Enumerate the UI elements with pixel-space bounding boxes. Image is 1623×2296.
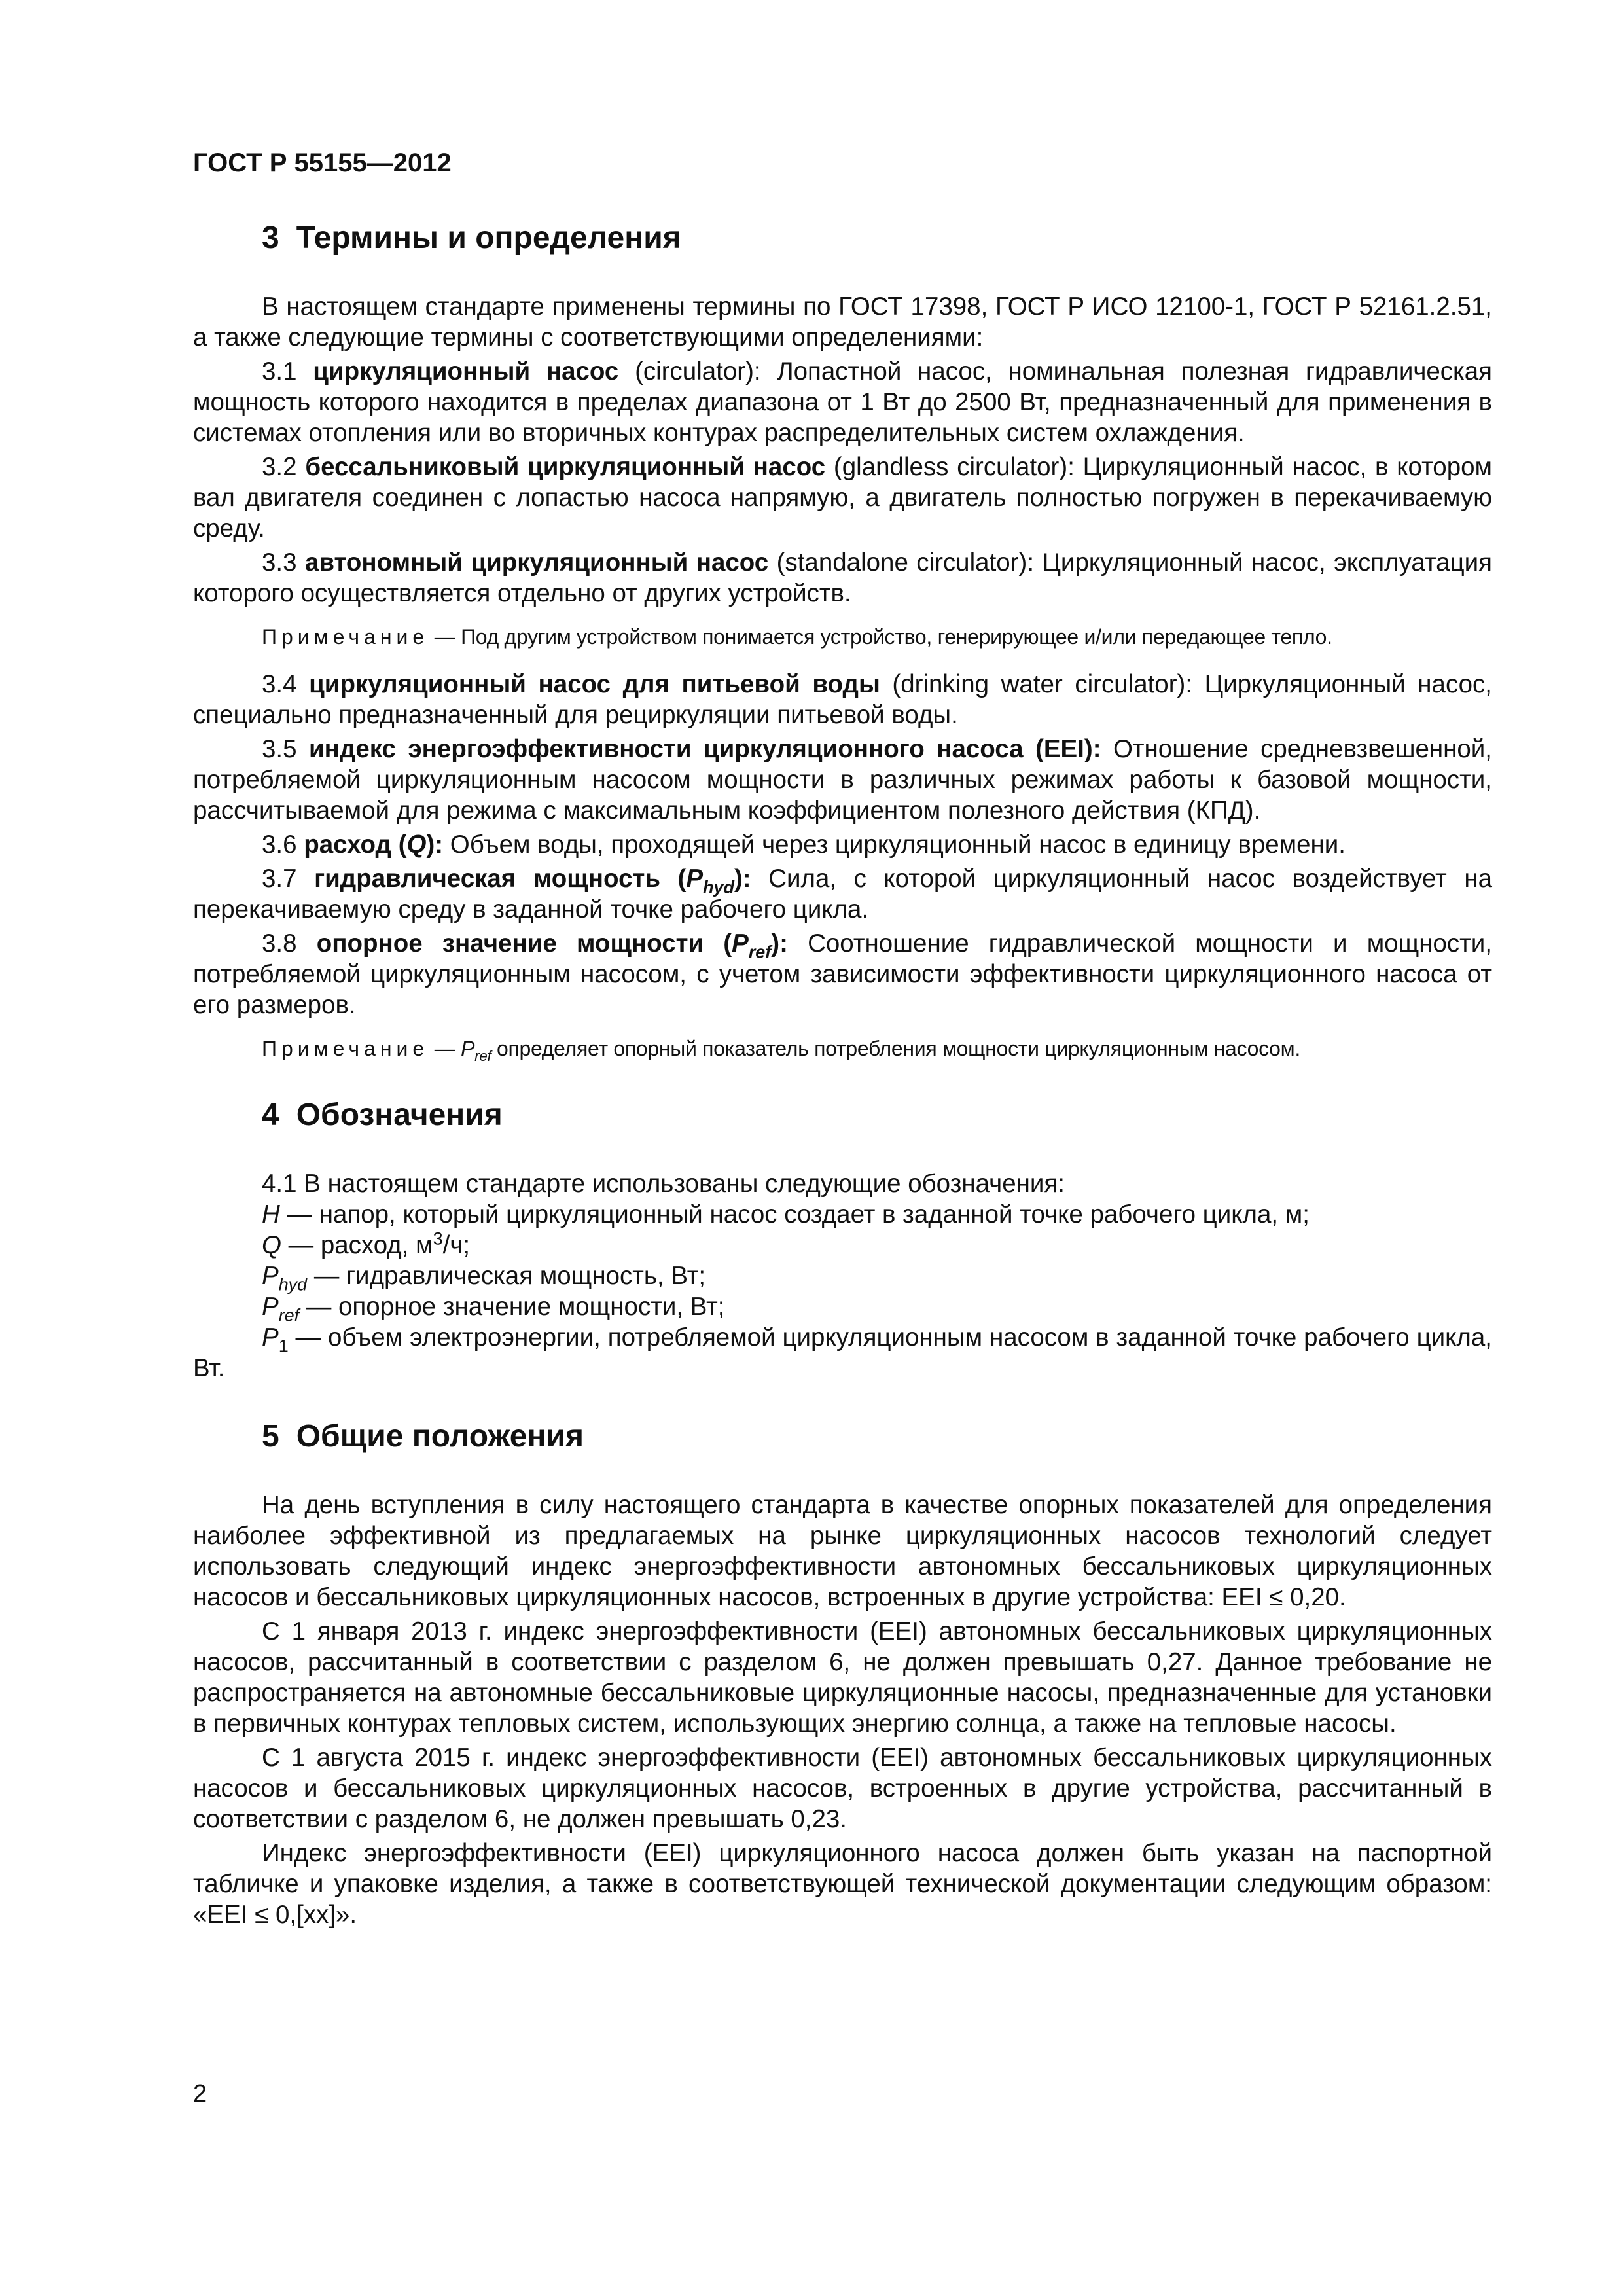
symbol-p1 (193, 1322, 1492, 1384)
symbol-description: — объем электроэнергии, потребляемой циркуляционным насосом в заданной точке рабочего цикла, Вт. (193, 1323, 1492, 1382)
term-number: 3.1 (262, 357, 297, 386)
symbol: P (262, 1293, 279, 1321)
term-3-3 (193, 547, 1492, 609)
section-5-heading (193, 1418, 1492, 1456)
term-definition: Соотношение гидравлической мощности и мощности, потребляемой циркуляционным насосом, с учетом зависимости эффективности циркуляционного насоса от его размеров. (193, 929, 1493, 1019)
term-definition: (drinking water circulator): Циркуляционный насос, специально предназначенный для рециркуляции питьевой воды. (193, 670, 1492, 729)
section-5-paragraph-4: Индекс энергоэффективности (EEI) циркуляционного насоса должен быть указан на паспортной табличке и упаковке изделия, а также в соответствующей технической документации следующим образом: «EEI ≤ 0,[xx]». (193, 1839, 1492, 1929)
section-number: 3 (262, 221, 279, 255)
symbol: P (686, 865, 704, 893)
section-5-paragraph-2: С 1 января 2013 г. индекс энергоэффективности (EEI) автономных бессальниковых циркуляционных насосов, рассчитанный в соответствии с разделом 6, не должен превышать 0,27. Данное требование не распространяется на автономные бессальниковые циркуляционные насосы, предназначенные для установки в первичных контурах тепловых систем, использующих энергию солнца, а также на тепловые насосы. (193, 1617, 1492, 1738)
term-name: циркуляционный насос для питьевой воды (309, 670, 880, 698)
term-name: индекс энергоэффективности циркуляционного насоса (EEI): (308, 735, 1101, 763)
symbol-description: — опорное значение мощности, Вт; (299, 1293, 725, 1321)
term-number: 3.5 (262, 735, 297, 763)
term-3-7 (193, 863, 1492, 925)
note-label: Примечание (262, 625, 429, 649)
term-number: 3.6 (262, 831, 297, 859)
section-number: 4 (262, 1098, 279, 1132)
term-name-part: расход ( (304, 831, 407, 859)
document-page (193, 147, 1492, 1930)
note-dash: — (429, 1037, 461, 1060)
term-name-part: ): (426, 831, 444, 859)
term-number: 3.2 (262, 453, 297, 481)
symbol: P (262, 1262, 279, 1290)
term-number: 3.7 (262, 865, 297, 893)
term-3-6 (193, 829, 1492, 860)
symbol: Q (406, 831, 427, 859)
page-number: 2 (193, 2080, 207, 2108)
term-name: автономный циркуляционный насос (304, 548, 769, 577)
section-4-heading (193, 1096, 1492, 1134)
term-definition: (circulator): Лопастной насос, номинальная полезная гидравлическая мощность которого находится в пределах диапазона от 1 Вт до 2500 Вт, предназначенный для применения в системах отопления или во вторичных контурах распределительных систем охлаждения. (193, 357, 1492, 447)
term-name-part: ): (734, 865, 751, 893)
note-2 (193, 1035, 1492, 1062)
note-text: — Под другим устройством понимается устройство, генерирующее и/или передающее тепло. (429, 625, 1332, 649)
term-3-2 (193, 452, 1492, 544)
section-title: Общие положения (296, 1419, 584, 1454)
term-definition: Сила, с которой циркуляционный насос воздействует на перекачиваемую среду в заданной точке рабочего цикла. (193, 865, 1492, 924)
term-3-1 (193, 356, 1492, 448)
section-title: Термины и определения (296, 221, 681, 255)
symbol-description: — расход, м (281, 1231, 433, 1259)
term-definition: Отношение средневзвешенной, потребляемой циркуляционным насосом мощности в различных режимах работы к базовой мощности, рассчитываемой для режима с максимальным коэффициентом полезного действия (КПД). (193, 735, 1493, 825)
superscript: 3 (433, 1229, 443, 1249)
symbol-h (193, 1199, 1492, 1230)
symbol-p-ref (193, 1291, 1492, 1325)
section-5-paragraph-3: С 1 августа 2015 г. индекс энергоэффективности (EEI) автономных бессальниковых циркуляционных насосов и бессальниковых циркуляционных насосов, встроенных в другие устройства, рассчитанный в соответствии с разделом 6, не должен превышать 0,23. (193, 1744, 1492, 1833)
document-header: ГОСТ Р 55155—2012 (193, 149, 452, 177)
symbol-subscript: 1 (278, 1336, 289, 1356)
symbol: P (262, 1323, 279, 1352)
term-name-part: опорное значение мощности ( (316, 929, 732, 958)
note-label: Примечание (262, 1037, 429, 1060)
symbol-subscript: ref (748, 942, 772, 962)
term-3-5 (193, 734, 1492, 826)
term-name: циркуляционный насос (313, 357, 619, 386)
symbol: Q (262, 1231, 281, 1259)
term-name (314, 865, 751, 897)
symbol-subscript: hyd (703, 877, 734, 897)
note-text: определяет опорный показатель потребления мощности циркуляционным насосом. (491, 1037, 1300, 1060)
symbol-p-hyd (193, 1261, 1492, 1295)
symbol-description-tail: /ч; (442, 1231, 471, 1259)
symbol-description: — гидравлическая мощность, Вт; (307, 1262, 706, 1290)
term-name (304, 831, 443, 859)
section-number: 5 (262, 1419, 279, 1454)
term-definition: (standalone circulator): Циркуляционный насос, эксплуатация которого осуществляется отдельно от других устройств. (193, 548, 1493, 607)
symbol: P (732, 929, 749, 958)
section-3-heading (193, 219, 1492, 257)
term-definition: (glandless circulator): Циркуляционный насос, в котором вал двигателя соединен с лопастью насоса напрямую, а двигатель полностью погружен в перекачиваемую среду. (193, 453, 1492, 543)
symbol-subscript: ref (278, 1305, 300, 1325)
section-3-intro: В настоящем стандарте применены термины по ГОСТ 17398, ГОСТ Р ИСО 12100-1, ГОСТ Р 52161.2.51, а также следующие термины с соответствующими определениями: (193, 293, 1492, 351)
symbol-subscript: hyd (278, 1274, 308, 1295)
section-4-intro: 4.1 В настоящем стандарте использованы следующие обозначения: (262, 1170, 1065, 1198)
term-3-4 (193, 669, 1492, 730)
section-title: Обозначения (296, 1098, 503, 1132)
term-3-8 (193, 928, 1492, 1020)
symbol: H (262, 1200, 280, 1229)
term-number: 3.3 (262, 548, 297, 577)
term-name: бессальниковый циркуляционный насос (305, 453, 826, 481)
term-name-part: гидравлическая мощность ( (314, 865, 687, 893)
symbol-description: — напор, который циркуляционный насос создает в заданной точке рабочего цикла, м; (279, 1200, 1310, 1229)
symbol-subscript: ref (474, 1047, 491, 1064)
section-5-paragraph-1: На день вступления в силу настоящего стандарта в качестве опорных показателей для определения наиболее эффективной из предлагаемых на рынке циркуляционных насосов технологий следует использовать следующий индекс энергоэффективности автономных бессальниковых циркуляционных насосов и бессальниковых циркуляционных насосов, встроенных в другие устройства: EEI ≤ 0,20. (193, 1491, 1492, 1611)
term-number: 3.4 (262, 670, 297, 698)
symbol: P (461, 1037, 475, 1060)
term-name-part: ): (771, 929, 788, 958)
note-1 (193, 623, 1492, 651)
symbol-q (193, 1230, 1492, 1261)
term-number: 3.8 (262, 929, 297, 958)
term-definition: Объем воды, проходящей через циркуляционный насос в единицу времени. (443, 831, 1346, 859)
term-name (316, 929, 788, 962)
